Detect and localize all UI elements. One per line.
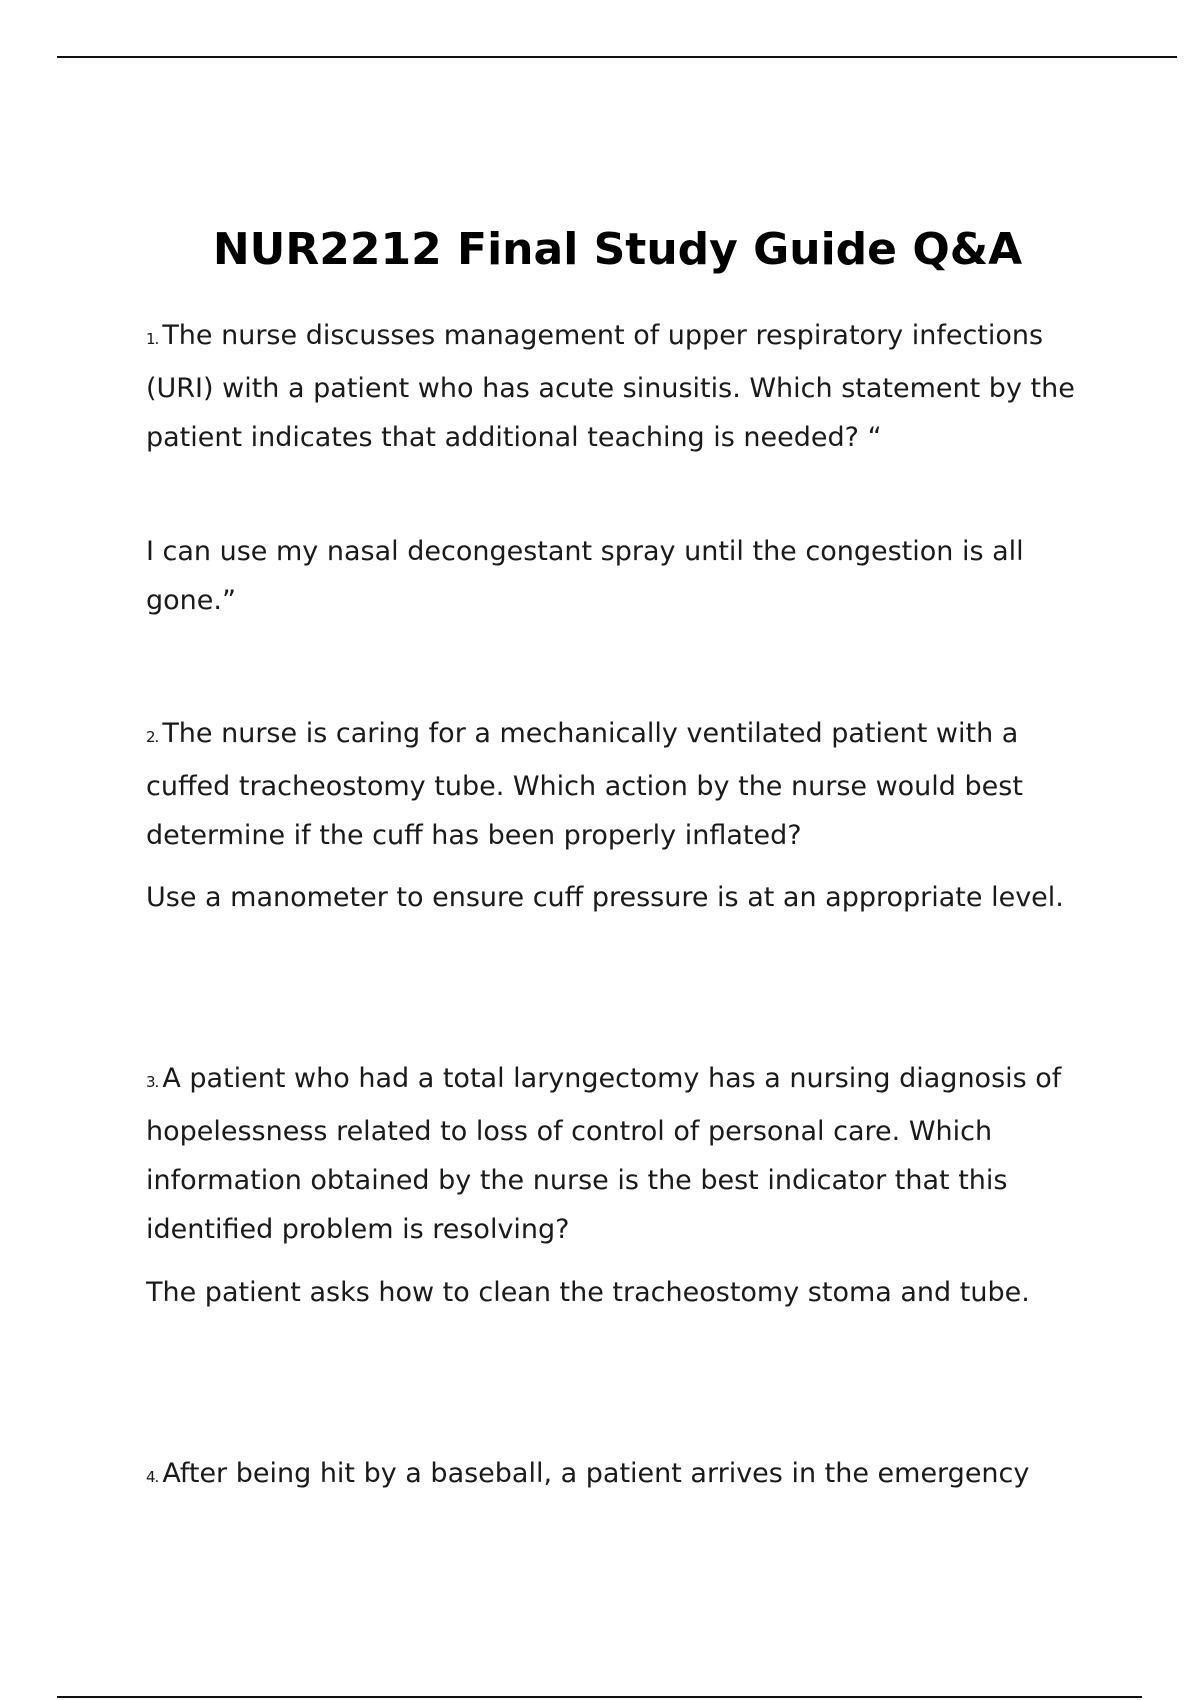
question-2-text: The nurse is caring for a mechanically ventilated patient with a cuffed tracheostomy tube. Which action by the nurse would best determine if the cuff has been properly inflated?	[146, 718, 1023, 851]
question-1	[146, 311, 1086, 462]
question-2	[146, 709, 1096, 860]
question-3	[146, 1054, 1096, 1254]
question-1-number: 1.	[146, 330, 159, 348]
question-1-text: The nurse discusses management of upper respiratory infections (URI) with a patient who has acute sinusitis. Which statement by the patient indicates that additional teaching is needed? “	[146, 320, 1075, 453]
question-4-text: After being hit by a baseball, a patient arrives in the emergency	[162, 1458, 1030, 1489]
question-4-number: 4.	[146, 1468, 159, 1486]
question-4	[146, 1449, 1146, 1502]
question-3-number: 3.	[146, 1073, 159, 1091]
answer-2: Use a manometer to ensure cuff pressure is at an appropriate level.	[146, 882, 1064, 913]
question-3-text: A patient who had a total laryngectomy has a nursing diagnosis of hopelessness related to loss of control of personal care. Which information obtained by the nurse is the best indicator that this identified problem is resolving?	[146, 1063, 1062, 1245]
document-title: NUR2212 Final Study Guide Q&A	[212, 224, 1023, 275]
footer-rule	[57, 1696, 1142, 1698]
header-rule	[57, 56, 1177, 58]
answer-3: The patient asks how to clean the tracheostomy stoma and tube.	[146, 1277, 1030, 1308]
answer-1: I can use my nasal decongestant spray until the congestion is all gone.”	[146, 536, 1024, 616]
question-2-number: 2.	[146, 728, 159, 746]
